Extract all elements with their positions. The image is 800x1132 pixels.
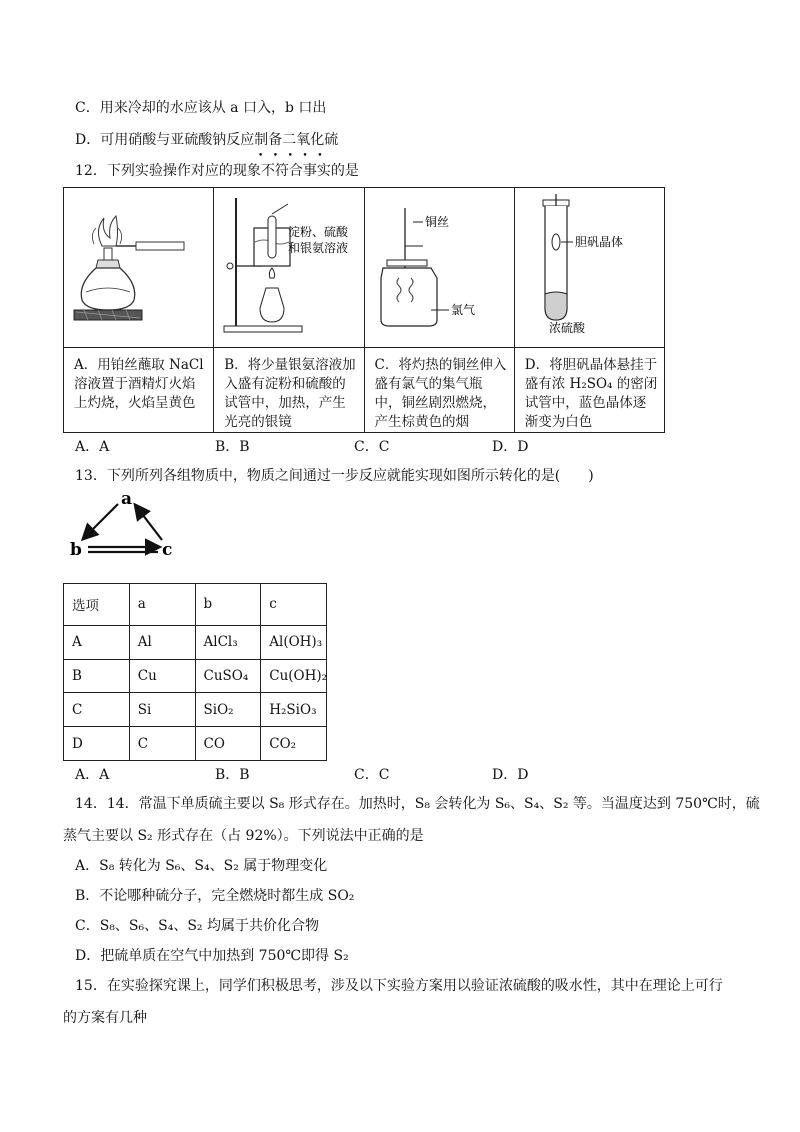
- q12-image-d: [514, 188, 664, 348]
- table-header-cell: a: [129, 584, 195, 626]
- table-cell: CO₂: [261, 727, 327, 761]
- table-cell: A: [64, 625, 130, 659]
- q12-cell-b: B．将少量银氨溶液加入盛有淀粉和硫酸的试管中，加热，产生光亮的银镜: [214, 348, 364, 433]
- q12-b-label-2: 和银氨溶液: [288, 241, 349, 255]
- water-bath-apparatus-illustration: [214, 188, 359, 343]
- q11-option-c: C．用来冷却的水应该从 a 口入，b 口出: [75, 100, 327, 116]
- table-cell: C: [129, 727, 195, 761]
- q12-table: [63, 187, 665, 433]
- gas-jar-copper-wire-illustration: [365, 188, 510, 343]
- table-header-cell: 选项: [64, 584, 130, 626]
- table-row: [64, 625, 327, 659]
- node-a: a: [121, 490, 133, 509]
- q12-c-label-1: 铜丝: [424, 215, 449, 229]
- q14-stem-line-2: 蒸气主要以 S₂ 形式存在（占 92%）。下列说法中正确的是: [63, 828, 424, 844]
- q12-stem-emphasis: 不符合事实: [260, 163, 331, 179]
- test-tube-crystal-illustration: [515, 188, 665, 343]
- q12-option-d: D．D: [492, 439, 529, 455]
- table-header-row: [64, 584, 327, 626]
- table-cell: AlCl₃: [195, 625, 261, 659]
- q13-option-a: A．A: [75, 767, 110, 783]
- q12-d-label-2: 浓硫酸: [548, 321, 585, 335]
- table-cell: B: [64, 659, 130, 693]
- emphasis-dots: •••••: [258, 151, 333, 161]
- q14-option-d: D．把硫单质在空气中加热到 750℃即得 S₂: [75, 948, 349, 964]
- table-header-cell: c: [261, 584, 327, 626]
- table-cell: CuSO₄: [195, 659, 261, 693]
- q12-option-c: C．C: [354, 439, 390, 455]
- q13-option-c: C．C: [354, 767, 390, 783]
- q15-stem-line-2: 的方案有几种: [63, 1010, 147, 1026]
- q12-image-b: [214, 188, 364, 348]
- q14-option-a: A．S₈ 转化为 S₆、S₄、S₂ 属于物理变化: [75, 858, 328, 874]
- q14-option-b: B．不论哪种硫分子，完全燃烧时都生成 SO₂: [75, 888, 355, 904]
- table-cell: Al(OH)₃: [261, 625, 327, 659]
- q12-d-label-1: 胆矾晶体: [574, 235, 623, 249]
- table-cell: Cu(OH)₂: [261, 659, 327, 693]
- q12-stem-post: 的是: [330, 163, 359, 179]
- q14-option-c: C．S₈、S₆、S₄、S₂ 均属于共价化合物: [75, 918, 319, 934]
- node-b: b: [70, 540, 82, 560]
- arrow-c-to-a: [136, 506, 162, 540]
- table-cell: H₂SiO₃: [261, 693, 327, 727]
- q12-image-a: [64, 188, 214, 348]
- q13-stem: 13．下列所列各组物质中，物质之间通过一步反应就能实现如图所示转化的是( ): [75, 468, 594, 484]
- table-header-cell: b: [195, 584, 261, 626]
- q13-option-d: D．D: [492, 767, 529, 783]
- q12-stem-pre: 12．下列实验操作对应的现象: [75, 163, 261, 179]
- q12-cell-a: A．用铂丝蘸取 NaCl 溶液置于酒精灯火焰上灼烧，火焰呈黄色: [64, 348, 214, 433]
- conversion-triangle-diagram: [64, 490, 194, 560]
- table-cell: D: [64, 727, 130, 761]
- q12-b-label-1: 淀粉、硫酸: [288, 225, 349, 239]
- table-row: [64, 659, 327, 693]
- q11-option-d: D．可用硝酸与亚硫酸钠反应制备二氧化硫: [75, 132, 339, 148]
- q15-stem-line-1: 15．在实验探究课上，同学们积极思考，涉及以下实验方案用以验证浓硫酸的吸水性，其中在理论上可行: [75, 978, 723, 994]
- arrow-a-to-b: [84, 504, 118, 538]
- q14-stem-line-1: 14．14．常温下单质硫主要以 S₈ 形式存在。加热时，S₈ 会转化为 S₆、S₄、S₂ 等。当温度达到 750℃时，硫: [75, 796, 760, 812]
- node-c: c: [162, 540, 173, 560]
- table-cell: SiO₂: [195, 693, 261, 727]
- q12-option-b: B．B: [215, 439, 250, 455]
- table-cell: Al: [129, 625, 195, 659]
- alcohol-lamp-flame-illustration: [64, 188, 214, 343]
- q12-option-a: A．A: [75, 439, 110, 455]
- q12-c-label-2: 氯气: [450, 303, 475, 317]
- q13-option-b: B．B: [215, 767, 250, 783]
- table-cell: CO: [195, 727, 261, 761]
- q12-image-c: [364, 188, 514, 348]
- table-cell: Si: [129, 693, 195, 727]
- q13-table: [63, 583, 327, 761]
- table-row: [64, 727, 327, 761]
- q12-stem: [75, 161, 359, 181]
- table-cell: Cu: [129, 659, 195, 693]
- q12-cell-d: D．将胆矾晶体悬挂于盛有浓 H₂SO₄ 的密闭试管中，蓝色晶体逐渐变为白色: [514, 348, 664, 433]
- q12-cell-c: C．将灼热的铜丝伸入盛有氯气的集气瓶中，铜丝剧烈燃烧，产生棕黄色的烟: [364, 348, 514, 433]
- table-cell: C: [64, 693, 130, 727]
- table-row: [64, 693, 327, 727]
